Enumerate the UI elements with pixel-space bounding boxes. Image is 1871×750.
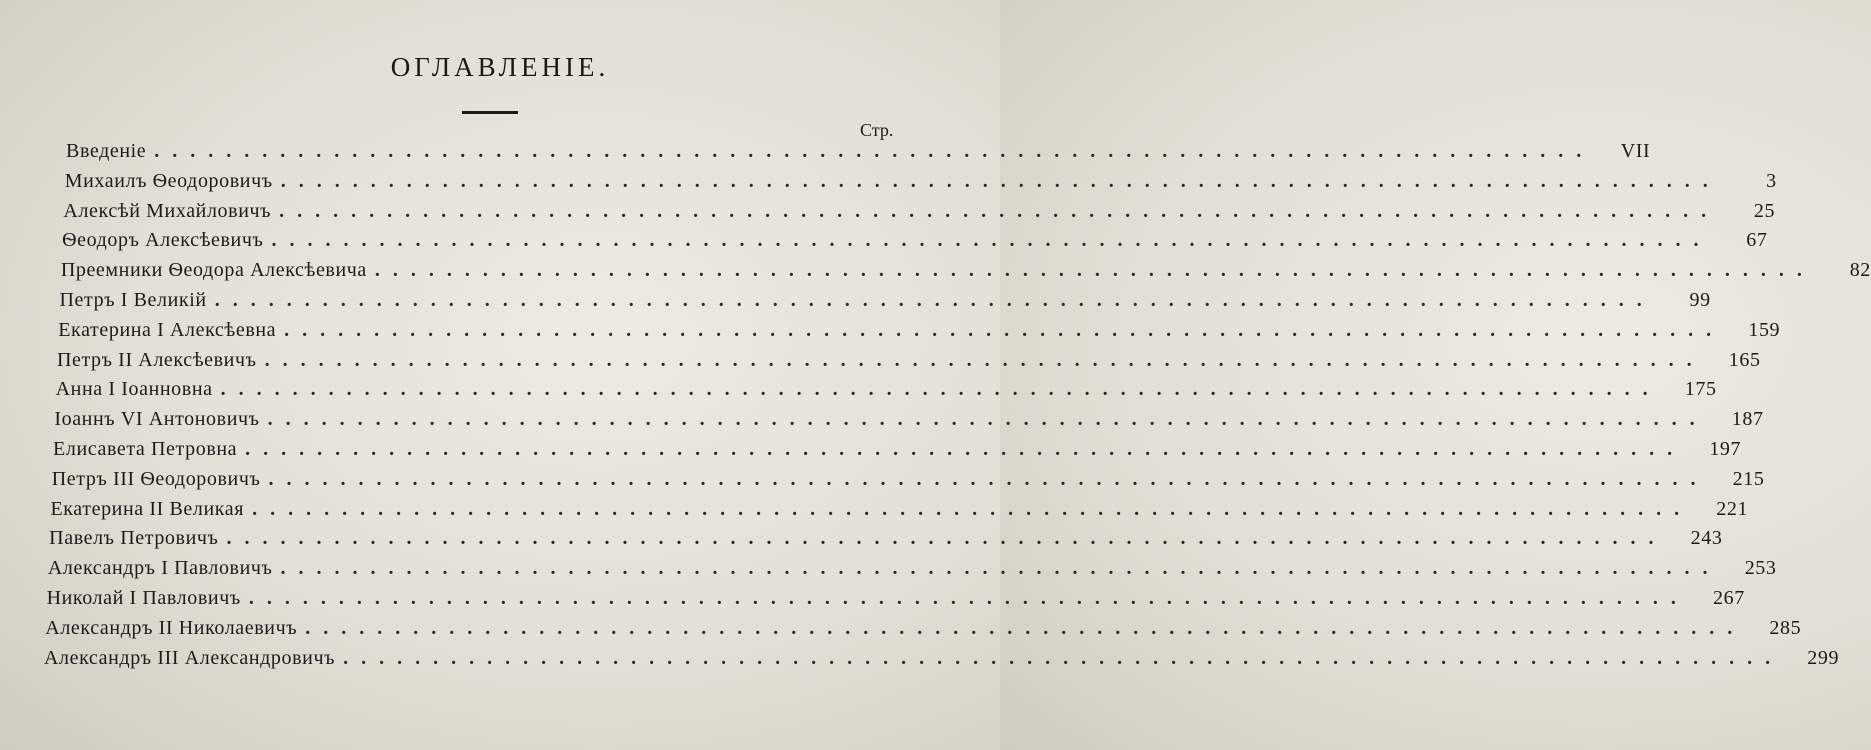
dot-leader: ................................................................................ <box>268 467 1709 490</box>
toc-entry-title: Ѳеодоръ Алексѣевичъ <box>62 229 264 252</box>
toc-entry-page-number: 159 <box>1748 318 1781 341</box>
toc-entry <box>66 140 1651 168</box>
toc-entry-page-number: 221 <box>1716 497 1749 520</box>
dot-leader: ................................................................................ <box>226 527 1667 550</box>
dot-leader: ................................................................................ <box>245 438 1686 460</box>
toc-entry <box>51 467 1765 496</box>
toc-entry-title: Александръ III Александровичъ <box>44 646 336 669</box>
dot-leader: ................................................................................ <box>264 348 1705 371</box>
toc-entry-title: Анна I Іоанновна <box>55 378 213 401</box>
dot-leader: ................................................................................ <box>280 557 1721 580</box>
toc-entry-title: Іоаннъ VI Антоновичъ <box>54 408 260 431</box>
toc-entry-page-number: 25 <box>1753 199 1776 222</box>
toc-entry-page-number: 187 <box>1731 408 1764 431</box>
toc-entry-title: Петръ III Ѳеодоровичъ <box>51 467 261 490</box>
toc-entry-page-number: 3 <box>1766 169 1777 192</box>
toc-entry <box>50 497 1749 526</box>
toc-entry-page-number: 267 <box>1713 587 1745 609</box>
dot-leader: ................................................................................ <box>271 229 1712 252</box>
dot-leader: ................................................................................ <box>374 259 1815 282</box>
toc-entry-page-number: 285 <box>1769 616 1802 639</box>
toc-entry-page-number: 215 <box>1732 467 1765 490</box>
dot-leader: ................................................................................ <box>248 587 1689 609</box>
toc-entry <box>49 527 1723 555</box>
toc-entry-title: Екатерина I Алексѣевна <box>58 318 277 341</box>
dot-leader: ................................................................................ <box>220 378 1661 401</box>
toc-entry-page-number: 197 <box>1709 438 1742 460</box>
toc-entry-title: Алексѣй Михайловичъ <box>63 199 272 222</box>
toc-entry-title: Михаилъ Ѳеодоровичъ <box>64 169 273 192</box>
toc-entry-page-number: 165 <box>1728 348 1761 371</box>
dot-leader: ................................................................................ <box>267 408 1708 431</box>
dot-leader: ................................................................................ <box>343 646 1784 669</box>
toc-entry <box>53 438 1742 466</box>
toc-entry <box>54 408 1764 436</box>
dot-leader: ................................................................................ <box>252 497 1693 520</box>
toc-entry <box>55 378 1717 406</box>
toc-entry-page-number: 299 <box>1807 646 1840 669</box>
toc-entry-title: Преемники Ѳеодора Алексѣевича <box>60 259 367 282</box>
toc-entry <box>59 289 1711 317</box>
page-column-label: Стр. <box>860 120 894 140</box>
toc-entry-title: Александръ I Павловичъ <box>47 557 273 580</box>
dot-leader: ................................................................................ <box>305 616 1746 639</box>
toc-entry-page-number: 67 <box>1746 229 1768 252</box>
dot-leader: ................................................................................ <box>214 289 1655 311</box>
toc-entry <box>58 318 1781 347</box>
toc-entry <box>60 259 1871 287</box>
dot-leader: ................................................................................ <box>280 169 1721 192</box>
toc-entry <box>45 616 1802 645</box>
toc-entry <box>63 199 1776 228</box>
toc-entry-page-number: 175 <box>1684 378 1717 401</box>
toc-entry-title: Николай I Павловичъ <box>46 587 241 609</box>
toc-entry <box>47 557 1777 585</box>
toc-entry-title: Екатерина II Великая <box>50 497 245 520</box>
toc-entry-title: Александръ II Николаевичъ <box>45 616 298 639</box>
toc-entry-title: Петръ I Великій <box>59 289 207 311</box>
dot-leader: ................................................................................ <box>284 318 1725 341</box>
toc-entry-title: Елисавета Петровна <box>53 438 238 460</box>
toc-entry <box>44 646 1840 675</box>
page-title: ОГЛАВЛЕНІЕ. <box>390 52 610 82</box>
toc-entry <box>64 169 1777 198</box>
toc-entry-page-number: 82 <box>1849 259 1871 282</box>
toc-entry <box>62 229 1768 257</box>
toc-entry <box>46 587 1745 615</box>
dot-leader: ................................................................................ <box>154 140 1595 162</box>
toc-entry-title: Введеніе <box>66 140 147 162</box>
toc-entry-page-number: VII <box>1620 140 1651 162</box>
toc-entry-page-number: 99 <box>1689 289 1711 311</box>
dot-leader: ................................................................................ <box>279 199 1720 222</box>
toc-entry-page-number: 253 <box>1744 557 1777 580</box>
toc-entry-page-number: 243 <box>1690 527 1723 550</box>
toc-entry-title: Петръ II Алексѣевичъ <box>56 348 257 371</box>
toc-entry <box>56 348 1761 377</box>
toc-entry-title: Павелъ Петровичъ <box>49 527 219 550</box>
